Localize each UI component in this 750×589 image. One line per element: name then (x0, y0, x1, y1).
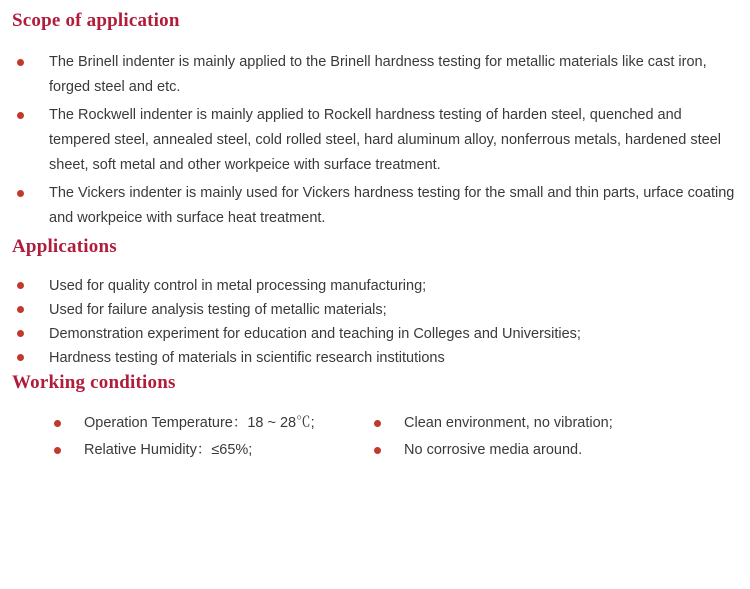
list-item (372, 437, 692, 464)
applications-list (12, 274, 740, 370)
bullet-icon (374, 447, 381, 454)
list-item (52, 410, 372, 437)
list-item-text: The Brinell indenter is mainly applied to the Brinell hardness testing for metallic materials like cast iron, forged steel and etc. (49, 54, 707, 95)
list-item-text: Used for failure analysis testing of metallic materials; (49, 302, 387, 318)
bullet-icon (17, 59, 24, 66)
list-item-text: Demonstration experiment for education and teaching in Colleges and Universities; (49, 326, 581, 342)
list-item-text: The Vickers indenter is mainly used for Vickers hardness testing for the small and thin parts, urface coating and workpeice with surface heat treatment. (49, 185, 735, 226)
list-item (52, 437, 372, 464)
list-item (12, 103, 740, 178)
working-conditions-left-list (52, 410, 372, 464)
list-item-text: The Rockwell indenter is mainly applied to Rockell hardness testing of harden steel, quenched and tempered steel, annealed steel, cold rolled steel, hard aluminum alloy, nonferrous metals, hardened steel sheet, soft metal and other workpeice with surface treatment. (49, 107, 721, 173)
section-title-applications: Applications (12, 236, 117, 257)
section-title-scope: Scope of application (12, 10, 180, 31)
bullet-icon (17, 306, 24, 313)
list-item (12, 50, 740, 100)
list-item (12, 181, 740, 231)
list-item (12, 298, 740, 322)
list-item (12, 346, 740, 370)
list-item-text: Clean environment, no vibration; (404, 415, 613, 431)
list-item-text: Used for quality control in metal processing manufacturing; (49, 278, 427, 294)
list-item (372, 410, 692, 437)
working-conditions-right-list (372, 410, 692, 464)
list-item-text: Hardness testing of materials in scientific research institutions (49, 350, 445, 366)
bullet-icon (17, 190, 24, 197)
section-title-working-conditions: Working conditions (12, 372, 176, 393)
list-item-text: No corrosive media around. (404, 442, 583, 458)
bullet-icon (374, 420, 381, 427)
scope-list (12, 50, 740, 231)
bullet-icon (17, 282, 24, 289)
bullet-icon (17, 354, 24, 361)
working-conditions-left-column (52, 410, 372, 464)
bullet-icon (17, 112, 24, 119)
list-item (12, 322, 740, 346)
bullet-icon (54, 420, 61, 427)
list-item-text: Operation Temperature：18 ~ 28℃; (84, 415, 315, 431)
working-conditions-right-column (372, 410, 692, 464)
bullet-icon (54, 447, 61, 454)
bullet-icon (17, 330, 24, 337)
list-item (12, 274, 740, 298)
working-conditions-grid (12, 410, 740, 464)
list-item-text: Relative Humidity：≤65%; (84, 442, 253, 458)
